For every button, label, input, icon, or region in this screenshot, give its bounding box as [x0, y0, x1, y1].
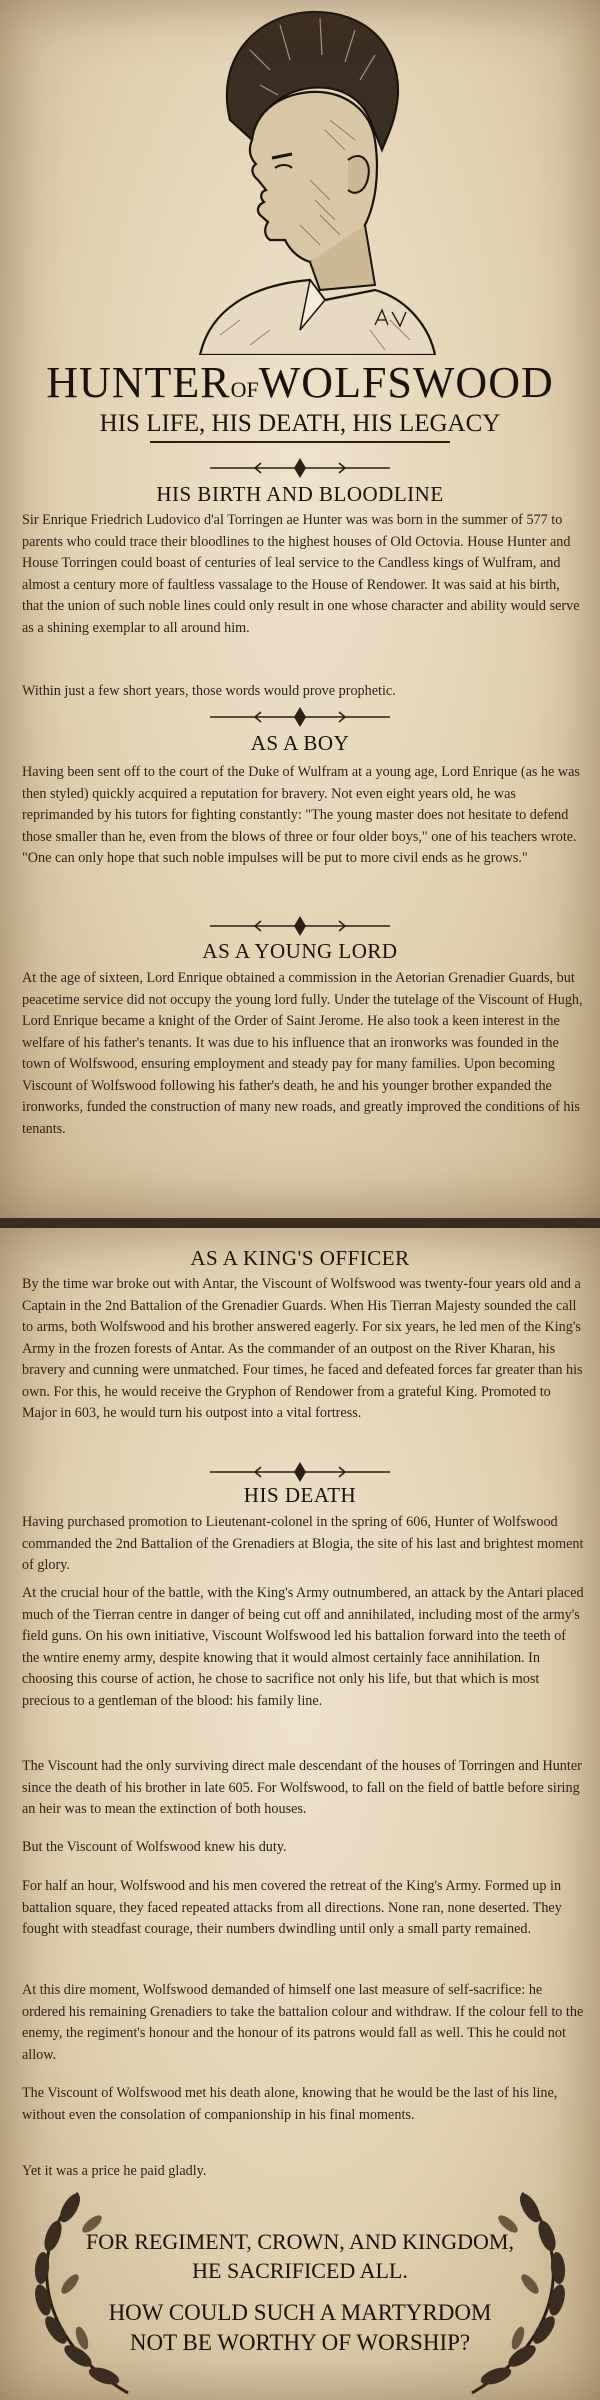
- section-heading: AS A YOUNG LORD: [202, 939, 398, 963]
- ornament-divider: [205, 1460, 395, 1484]
- closing-line-2: HE SACRIFICED ALL.: [192, 2258, 408, 2283]
- page-title: [0, 357, 600, 408]
- section-paragraph: By the time war broke out with Antar, the Viscount of Wolfswood was twenty-four years old and a Captain in the 2nd Battalion of the Grenadier Guards. When His Tierran Majesty sounded the call to arms, both Wolfswood and his brother answered eagerly. For six years, he led men of the King's Army in the frozen forests of Antar. As the commander of an outpost on the River Kharan, his bravery and cunning were unmatched. Four times, he faced and defeated forces far greater than his own. For this, he would receive the Gryphon of Rendower from a grateful King. Promoted to Major in 603, he would turn his outpost into a vital fortress.: [22, 1276, 583, 1421]
- page-subtitle: HIS LIFE, HIS DEATH, HIS LEGACY: [99, 410, 501, 437]
- section-heading: HIS BIRTH AND BLOODLINE: [156, 482, 444, 506]
- section-paragraph: Within just a few short years, those words would prove prophetic.: [22, 683, 396, 699]
- title-part-2: WOLFSWOOD: [258, 358, 554, 407]
- closing-line-1: FOR REGIMENT, CROWN, AND KINGDOM,: [86, 2229, 514, 2254]
- parchment-panel-lower: [0, 1228, 600, 2400]
- title-part-1: HUNTER: [46, 358, 231, 407]
- portrait-illustration: [160, 0, 440, 355]
- section-paragraph: Having been sent off to the court of the Duke of Wulfram at a young age, Lord Enrique (as he was then styled) quickly acquired a reputation for bravery. Not even eight years old, he was reprimanded by his tutors for fighting constantly: "The young master does not hesitate to defend those smaller than he, even from the blows of three or four older boys," one of his teachers wrote. "One can only hope that such noble impulses will be put to more civil ends as he grows.": [22, 764, 580, 866]
- section-paragraph: Having purchased promotion to Lieutenant-colonel in the spring of 606, Hunter of Wolfswood commanded the 2nd Battalion of the Grenadiers at Blogia, the site of his last and brightest moment of glory.: [22, 1514, 584, 1573]
- section-paragraph: For half an hour, Wolfswood and his men covered the retreat of the King's Army. Formed up in battalion square, they faced repeated attacks from all directions. None ran, none deserted. They fought with steadfast courage, their numbers dwindling until only a small party remained.: [22, 1878, 562, 1937]
- title-of: OF: [230, 377, 259, 402]
- panel-seam: [0, 1218, 600, 1228]
- ornament-divider: [205, 456, 395, 480]
- section-heading: AS A BOY: [250, 731, 350, 755]
- section-paragraph: The Viscount had the only surviving direct male descendant of the houses of Torringen and Hunter since the death of his brother in late 605. For Wolfswood, to fall on the field of battle before siring an heir was to mean the extinction of both houses.: [22, 1758, 582, 1817]
- section-paragraph: But the Viscount of Wolfswood knew his duty.: [22, 1839, 287, 1855]
- ornament-divider: [205, 705, 395, 729]
- laurel-wreath-icon: [8, 2188, 592, 2400]
- ornament-divider: [205, 914, 395, 938]
- subtitle-underline: [150, 441, 450, 443]
- section-heading: AS A KING'S OFFICER: [190, 1246, 410, 1270]
- section-paragraph: At the crucial hour of the battle, with the King's Army outnumbered, an attack by the Antari placed much of the Tierran centre in danger of being cut off and annihilated, including most of the army's field guns. On his own initiative, Viscount Wolfswood led his battalion forward into the teeth of the wntire enemy army, despite knowing that it would almost certainly face annihilation. In choosing this course of action, he chose to sacrifice not only his life, but that which is most precious to a gentleman of the blood: his family line.: [22, 1585, 584, 1709]
- section-paragraph: At this dire moment, Wolfswood demanded of himself one last measure of self-sacrifice: he ordered his remaining Grenadiers to take the battalion colour and withdraw. If the colour fell to the enemy, the regiment's honour and the honour of its patrons would fall as well. This he could not allow.: [22, 1982, 584, 2063]
- section-paragraph: Sir Enrique Friedrich Ludovico d'al Torringen ae Hunter was was born in the summer of 577 to parents who could trace their bloodlines to the highest houses of Old Octovia. House Hunter and House Torringen could boast of centuries of leal service to the Candless kings of Wulfram, and almost a century more of faultless vassalage to the House of Rendower. It was said at his birth, that the union of such noble lines could only result in one whose character and ability would serve as a shining exemplar to all around him.: [22, 512, 580, 636]
- section-paragraph: The Viscount of Wolfswood met his death alone, knowing that he would be the last of his line, without even the consolation of companionship in his final moments.: [22, 2085, 558, 2123]
- section-heading: HIS DEATH: [243, 1483, 357, 1507]
- section-paragraph: Yet it was a price he paid gladly.: [22, 2163, 207, 2179]
- closing-line-4: NOT BE WORTHY OF WORSHIP?: [129, 2330, 471, 2355]
- section-paragraph: At the age of sixteen, Lord Enrique obtained a commission in the Aetorian Grenadier Guards, but peacetime service did not occupy the young lord fully. Under the tutelage of the Viscount of Hugh, Lord Enrique became a knight of the Order of Saint Jerome. He also took a keen interest in the welfare of his father's tenants. It was due to his influence that an ironworks was founded in the town of Wolfswood, ensuring employment and steady pay for many families. Upon becoming Viscount of Wolfswood following his father's death, he and his younger brother expanded the ironworks, funded the construction of many new roads, and greatly improved the conditions of his tenants.: [22, 970, 583, 1137]
- closing-line-3: HOW COULD SUCH A MARTYRDOM: [108, 2300, 492, 2325]
